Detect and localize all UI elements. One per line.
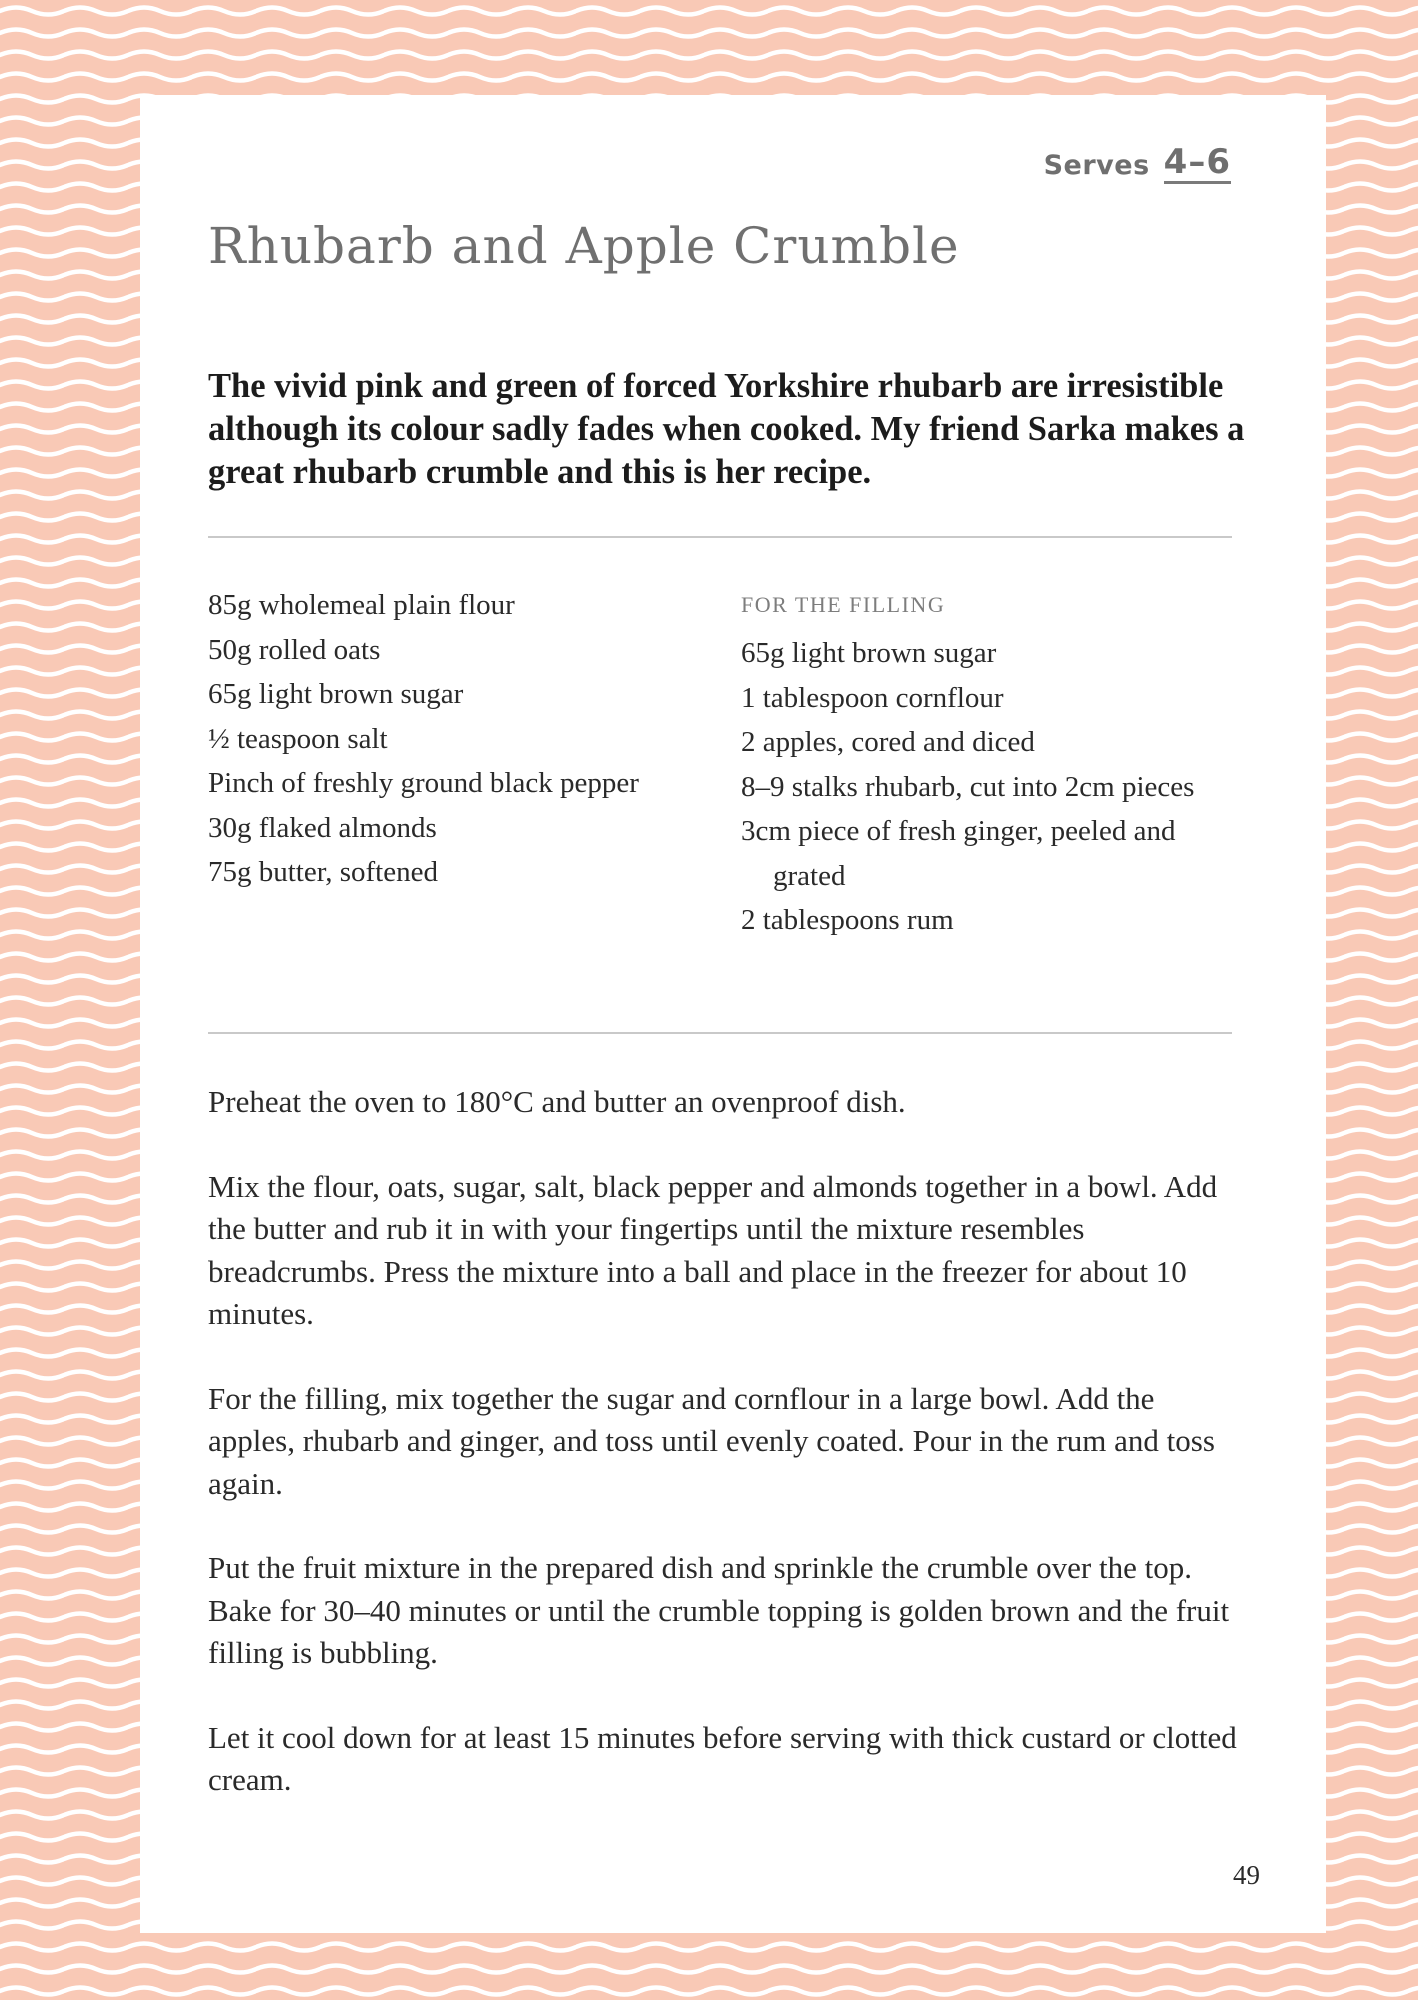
ingredient-item: 65g light brown sugar — [741, 637, 997, 669]
recipe-title: Rhubarb and Apple Crumble — [208, 217, 960, 275]
serves-value: 4–6 — [1163, 142, 1231, 182]
ingredient-item: 2 tablespoons rum — [741, 904, 954, 936]
ingredient-item: 50g rolled oats — [208, 633, 381, 666]
ingredient-item: 1 tablespoon cornflour — [741, 681, 1004, 714]
ingredient-item: 30g flaked almonds — [208, 811, 437, 844]
divider-top — [208, 536, 1232, 538]
ingredient-item: ½ teaspoon salt — [208, 722, 388, 755]
ingredient-item: 75g butter, softened — [208, 856, 438, 888]
filling-heading: FOR THE FILLING — [741, 592, 946, 617]
topping-ingredient-list — [208, 583, 728, 895]
ingredient-item: 85g wholemeal plain flour — [208, 589, 515, 621]
ingredient-item: 2 apples, cored and diced — [741, 726, 1035, 758]
ingredient-item: 3cm piece of fresh ginger, peeled and grated — [741, 815, 1176, 892]
method-step: Put the fruit mixture in the prepared dish and sprinkle the crumble over the top. Bake for 30–40 minutes or until the crumble topping is golden brown and the fruit filling is bubbling. — [208, 1550, 1230, 1670]
serves-indicator — [1044, 143, 1231, 184]
divider-bottom — [208, 1032, 1232, 1034]
method-step: Preheat the oven to 180°C and butter an ovenproof dish. — [208, 1084, 906, 1119]
method-steps — [208, 1081, 1248, 1844]
method-step: Let it cool down for at least 15 minutes before serving with thick custard or clotted cream. — [208, 1719, 1237, 1797]
ingredient-item: 65g light brown sugar — [208, 678, 464, 710]
recipe-intro: The vivid pink and green of forced Yorkshire rhubarb are irresistible although its colour sadly fades when cooked. My friend Sarka makes a great rhubarb crumble and this is her recipe. — [208, 367, 1245, 491]
serves-label: Serves — [1043, 150, 1150, 181]
ingredient-item: 8–9 stalks rhubarb, cut into 2cm pieces — [741, 770, 1195, 803]
method-step: Mix the flour, oats, sugar, salt, black pepper and almonds together in a bowl. Add the butter and rub it in with your fingertips until the mixture resembles breadcrumbs. Press the mixture into a ball and place in the freezer for about 10 minutes. — [208, 1168, 1218, 1331]
page-number: 49 — [1233, 1860, 1260, 1890]
filling-ingredient-list — [741, 631, 1241, 943]
method-step: For the filling, mix together the sugar and cornflour in a large bowl. Add the apples, rhubarb and ginger, and toss until evenly coated. Pour in the rum and toss again. — [208, 1380, 1215, 1501]
recipe-page — [140, 95, 1326, 1933]
ingredient-item: Pinch of freshly ground black pepper — [208, 767, 639, 799]
